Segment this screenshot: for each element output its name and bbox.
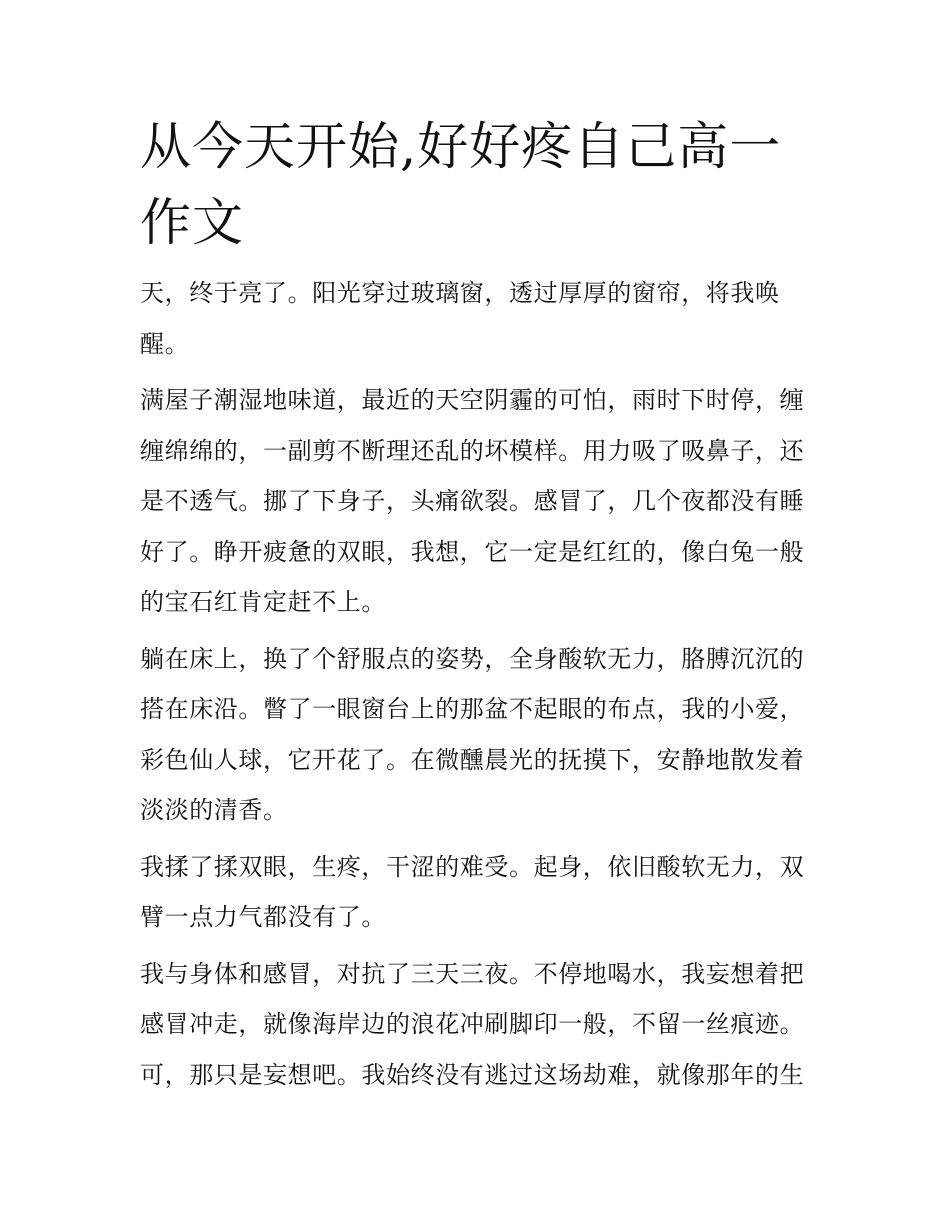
paragraph: 躺在床上，换了个舒服点的姿势，全身酸软无力，胳膊沉沉的搭在床沿。瞥了一眼窗台上的那盆不起眼的布点，我的小爱，彩色仙人球，它开花了。在微醺晨光的抚摸下，安静地散发着淡淡的清香。 (140, 644, 805, 824)
paragraph: 我与身体和感冒，对抗了三天三夜。不停地喝水，我妄想着把感冒冲走，就像海岸边的浪花冲刷脚印一般，不留一丝痕迹。可，那只是妄想吧。我始终没有逃过这场劫难，就像那年的生 (140, 959, 805, 1089)
document-body (140, 110, 816, 1100)
document-title: 从今天开始,好好疼自己高一作文 (140, 118, 782, 253)
paragraph: 天，终于亮了。阳光穿过玻璃窗，透过厚厚的窗帘，将我唤醒。 (140, 279, 780, 358)
paragraph: 我揉了揉双眼，生疼，干涩的难受。起身，依旧酸软无力，双臂一点力气都没有了。 (140, 852, 805, 931)
paragraph: 满屋子潮湿地味道，最近的天空阴霾的可怕，雨时下时停，缠缠绵绵的，一副剪不断理还乱的坏模样。用力吸了吸鼻子，还是不透气。挪了下身子，头痛欲裂。感冒了，几个夜都没有睡好了。睁开疲惫的双眼，我想，它一定是红红的，像白兔一般的宝石红肯定赶不上。 (140, 386, 805, 616)
